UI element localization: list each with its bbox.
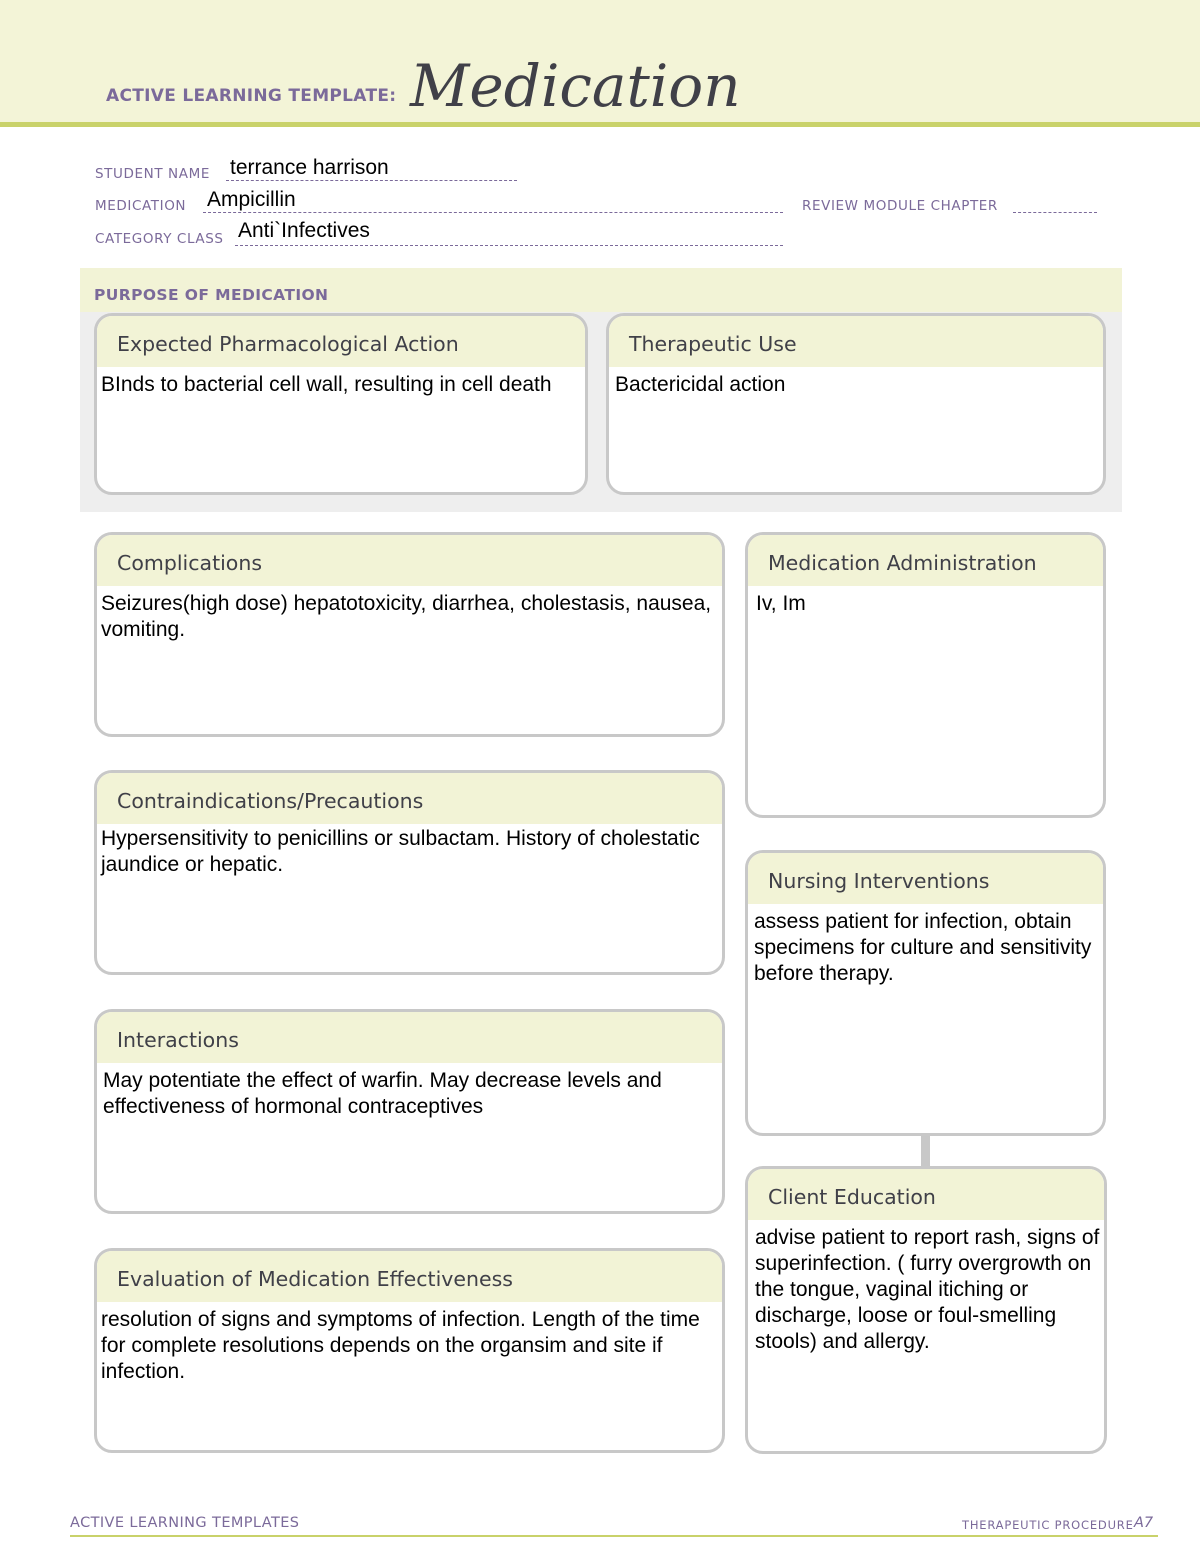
client-education-title: Client Education xyxy=(748,1169,1104,1220)
purpose-header xyxy=(80,268,1122,312)
interactions-card xyxy=(94,1009,725,1214)
therapeutic-use-title: Therapeutic Use xyxy=(609,316,1103,367)
footer-page-number: A7 xyxy=(1134,1515,1154,1531)
contraindications-title: Contraindications/Precautions xyxy=(97,773,722,824)
header-divider xyxy=(0,122,1200,127)
review-module-label: REVIEW MODULE CHAPTER xyxy=(802,198,998,214)
footer-left-label: ACTIVE LEARNING TEMPLATES xyxy=(70,1515,300,1531)
medication-administration-text[interactable]: Iv, Im xyxy=(756,592,806,615)
evaluation-text[interactable]: resolution of signs and symptoms of infection. Length of the time for complete resolutions depends on the organsim and site if infection. xyxy=(101,1308,700,1383)
review-module-field[interactable] xyxy=(1013,212,1097,213)
medication-administration-title: Medication Administration xyxy=(748,535,1103,586)
nursing-interventions-card xyxy=(745,850,1106,1136)
category-class-field[interactable]: Anti`Infectives xyxy=(238,219,370,242)
student-name-line xyxy=(226,180,517,181)
template-title: Medication xyxy=(410,52,741,120)
section-connector xyxy=(921,1135,930,1166)
category-class-line xyxy=(235,245,783,246)
footer-divider xyxy=(70,1535,1158,1537)
expected-action-card xyxy=(94,313,588,495)
medication-field[interactable]: Ampicillin xyxy=(207,188,296,211)
complications-title: Complications xyxy=(97,535,722,586)
complications-text[interactable]: Seizures(high dose) hepatotoxicity, diarrhea, cholestasis, nausea, vomiting. xyxy=(101,592,712,641)
student-name-field[interactable]: terrance harrison xyxy=(230,156,389,179)
template-label: ACTIVE LEARNING TEMPLATE: xyxy=(106,86,397,106)
expected-action-title: Expected Pharmacological Action xyxy=(97,316,585,367)
medication-line xyxy=(203,212,783,213)
category-class-label: CATEGORY CLASS xyxy=(95,231,224,247)
medication-label: MEDICATION xyxy=(95,198,187,214)
interactions-text[interactable]: May potentiate the effect of warfin. May decrease levels and effectiveness of hormonal contraceptives xyxy=(103,1069,662,1118)
client-education-card xyxy=(745,1166,1107,1454)
footer-right-label: THERAPEUTIC PROCEDURE xyxy=(962,1518,1134,1532)
expected-action-text[interactable]: BInds to bacterial cell wall, resulting in cell death xyxy=(101,373,552,396)
medication-administration-card xyxy=(745,532,1106,818)
contraindications-card xyxy=(94,770,725,975)
evaluation-title: Evaluation of Medication Effectiveness xyxy=(97,1251,722,1302)
purpose-title: PURPOSE OF MEDICATION xyxy=(94,286,329,304)
nursing-interventions-title: Nursing Interventions xyxy=(748,853,1103,904)
contraindications-text[interactable]: Hypersensitivity to penicillins or sulbactam. History of cholestatic jaundice or hepatic. xyxy=(101,827,700,876)
nursing-interventions-text[interactable]: assess patient for infection, obtain specimens for culture and sensitivity before therapy. xyxy=(754,910,1092,985)
evaluation-card xyxy=(94,1248,725,1453)
therapeutic-use-text[interactable]: Bactericidal action xyxy=(615,373,786,396)
client-education-text[interactable]: advise patient to report rash, signs of superinfection. ( furry overgrowth on the tongue, vaginal itiching or discharge, loose or foul-smelling stools) and allergy. xyxy=(755,1226,1100,1353)
therapeutic-use-card xyxy=(606,313,1106,495)
interactions-title: Interactions xyxy=(97,1012,722,1063)
student-name-label: STUDENT NAME xyxy=(95,166,210,182)
complications-card xyxy=(94,532,725,737)
